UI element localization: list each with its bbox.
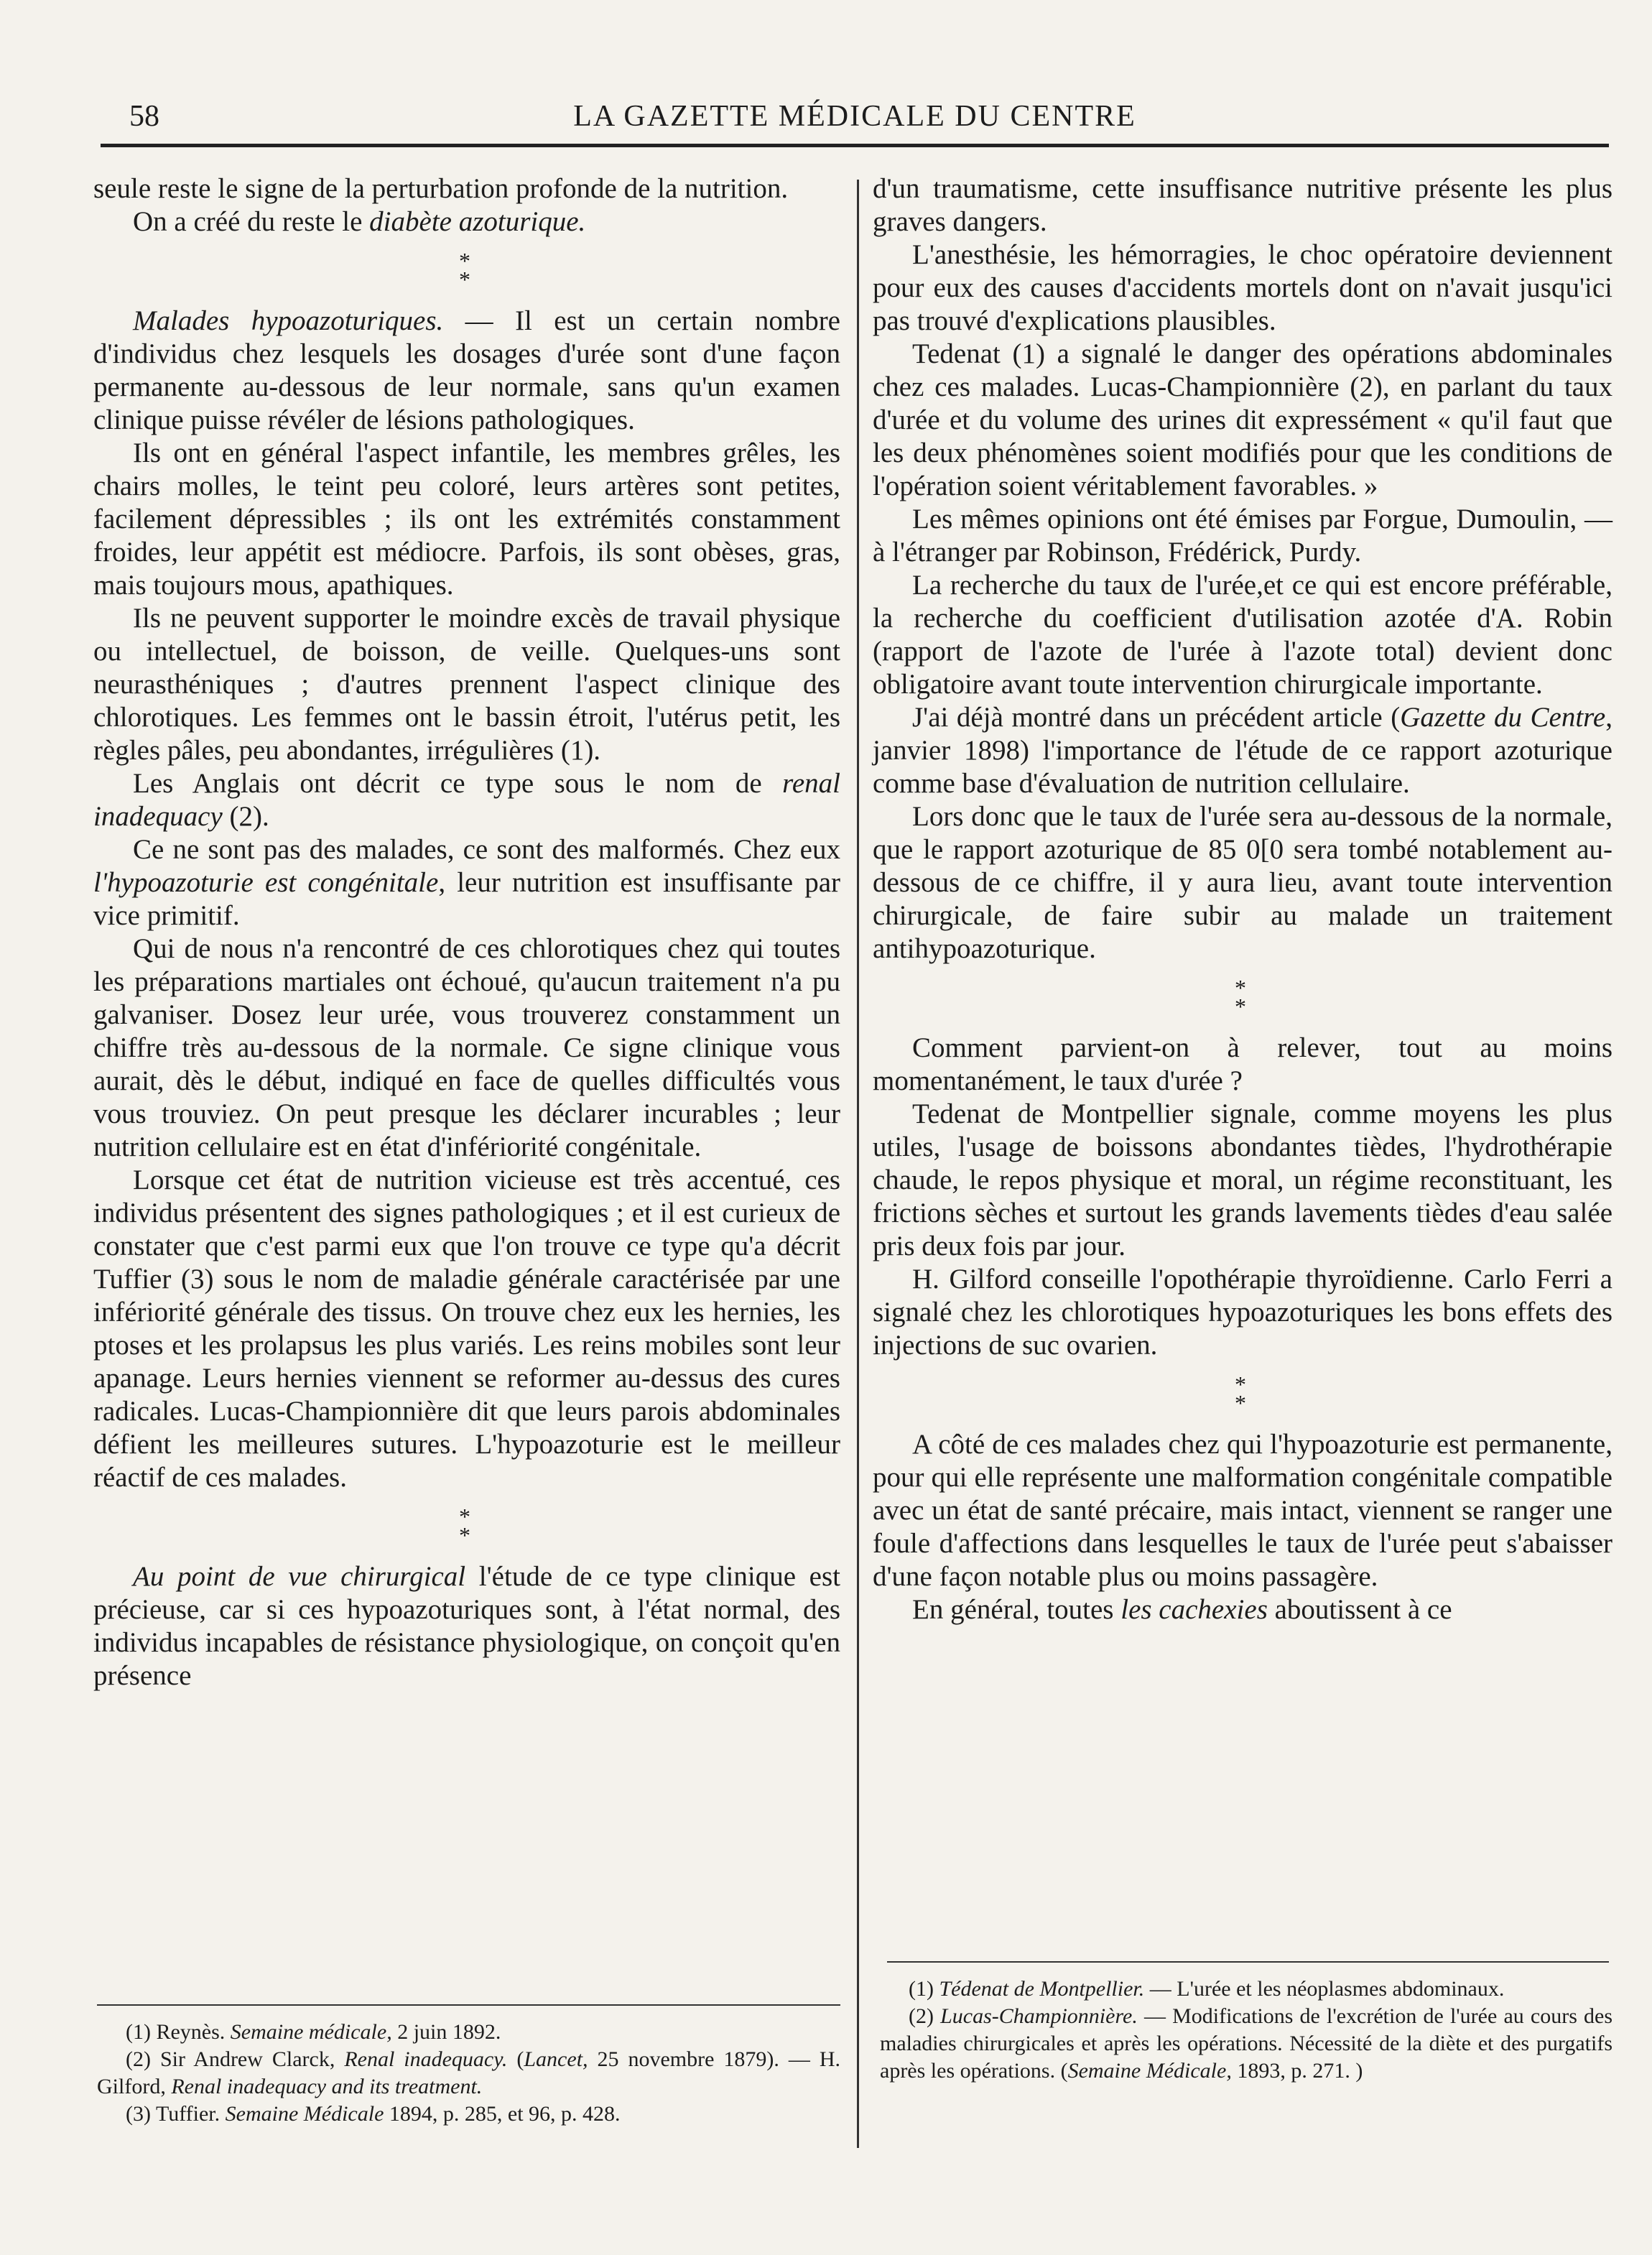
paragraph: Comment parvient-on à relever, tout au moins momentanément, le taux d'urée ?: [873, 1032, 1612, 1096]
section-separator: * *: [1235, 1371, 1250, 1416]
paragraph: d'un traumatisme, cette insuffisance nutritive présente les plus graves dangers.: [873, 173, 1612, 237]
paragraph: Ils ont en général l'aspect infantile, les membres grêles, les chairs molles, le teint peu coloré, leurs artères sont petites, facilement dépressibles ; ils ont les extrémités constamment froides, leur appétit est médiocre. Parfois, ils sont obèses, gras, mais toujours mous, apathiques.: [93, 437, 840, 601]
section-separator: * *: [459, 1504, 475, 1548]
paragraph: Ils ne peuvent supporter le moindre excès de travail physique ou intellectuel, de boisson, de veille. Quelques-uns sont neurasthéniques ; d'autres prennent l'aspect clinique des chlorotiques. Les femmes ont le bassin étroit, l'utérus petit, les règles pâles, peu abondantes, irrégulières (1).: [93, 603, 840, 766]
paragraph: Les Anglais ont décrit ce type sous le nom de renal inadequacy (2).: [93, 768, 840, 832]
header-rule: [101, 144, 1609, 147]
paragraph: On a créé du reste le diabète azoturique.: [133, 206, 586, 237]
paragraph: A côté de ces malades chez qui l'hypoazoturie est permanente, pour qui elle représente une malformation congénitale compatible avec un état de santé précaire, mais intact, viennent se ranger une foule d'affections dans lesquelles le taux de l'urée peut s'abaisser d'une façon notable plus ou moins passagère.: [873, 1429, 1612, 1592]
right-column: [873, 172, 1612, 1626]
paragraph: Tedenat (1) a signalé le danger des opérations abdominales chez ces malades. Lucas-Championnière (2), en parlant du taux d'urée et du volume des urines dit expressément « qu'il faut que les deux phénomènes soient modifiés pour que les conditions de l'opération soient véritablement favorables. »: [873, 338, 1612, 501]
footnote: (2) Lucas-Championnière. — Modifications de l'excrétion de l'urée au cours des maladies chirurgicales et après les opérations. Nécessité de la diète et des purgatifs après les opérations. (Semaine Médicale, 1893, p. 271. ): [880, 2004, 1613, 2083]
section-separator: * *: [459, 248, 475, 292]
page-header: [101, 92, 1609, 135]
paragraph: seule reste le signe de la perturbation profonde de la nutrition.: [93, 173, 789, 204]
footnotes-right: [880, 1976, 1612, 2085]
footnote-rule-left: [97, 2004, 840, 2006]
footnote: (3) Tuffier. Semaine Médicale 1894, p. 285, et 96, p. 428.: [126, 2102, 621, 2126]
journal-title: LA GAZETTE MÉDICALE DU CENTRE: [573, 100, 1136, 133]
footnote: (1) Tédenat de Montpellier. — L'urée et les néoplasmes abdominaux.: [909, 1977, 1505, 2001]
paragraph: Ce ne sont pas des malades, ce sont des malformés. Chez eux l'hypoazoturie est congénitale, leur nutrition est insuffisante par vice primitif.: [93, 834, 840, 931]
paragraph: Lors donc que le taux de l'urée sera au-dessous de la normale, que le rapport azoturique de 85 0[0 sera tombé notablement au-dessous de ce chiffre, il y aura lieu, avant toute intervention chirurgicale, de faire subir au malade un traitement antihypoazoturique.: [873, 801, 1612, 964]
column-divider: [857, 180, 859, 2148]
paragraph: Tedenat de Montpellier signale, comme moyens les plus utiles, l'usage de boissons abondantes tièdes, l'hydrothérapie chaude, le repos physique et moral, un régime reconstituant, les frictions sèches et surtout les grands lavements tièdes d'eau salée pris deux fois par jour.: [873, 1098, 1612, 1261]
footnote: (2) Sir Andrew Clarck, Renal inadequacy. (Lancet, 25 novembre 1879). — H. Gilford, Renal inadequacy and its treatment.: [97, 2047, 840, 2098]
left-column: [93, 172, 840, 1693]
paragraph: La recherche du taux de l'urée,et ce qui est encore préférable, la recherche du coefficient d'utilisation azotée d'A. Robin (rapport de l'azote de l'urée à l'azote total) devient donc obligatoire avant toute intervention chirurgicale importante.: [873, 570, 1612, 700]
paragraph: Lorsque cet état de nutrition vicieuse est très accentué, ces individus présentent des signes pathologiques ; et il est curieux de constater que c'est parmi eux que l'on trouve ce type qu'a décrit Tuffier (3) sous le nom de maladie générale caractérisée par une infériorité générale des tissus. On trouve chez eux les hernies, les ptoses et les prolapsus les plus variés. Les reins mobiles sont leur apanage. Leurs hernies viennent se reformer au-dessus des cures radicales. Lucas-Championnière dit que leurs parois abdominales défient les meilleures sutures. L'hypoazoturie est le meilleur réactif de ces malades.: [93, 1164, 840, 1493]
footnote-rule-right: [887, 1961, 1609, 1963]
paragraph: J'ai déjà montré dans un précédent article (Gazette du Centre, janvier 1898) l'importance de l'étude de ce rapport azoturique comme base d'évaluation de nutrition cellulaire.: [873, 702, 1612, 799]
paragraph: Qui de nous n'a rencontré de ces chlorotiques chez qui toutes les préparations martiales ont échoué, qu'aucun traitement n'a pu galvaniser. Dosez leur urée, vous trouverez constamment un chiffre très au-dessous de la normale. Ce signe clinique vous aurait, dès le début, indiqué en face de quelles difficultés vous vous trouviez. On peut presque les déclarer incurables ; leur nutrition cellulaire est en état d'infériorité congénitale.: [93, 933, 840, 1162]
paragraph: Au point de vue chirurgical l'étude de ce type clinique est précieuse, car si ces hypoazoturiques sont, à l'état normal, des individus incapables de résistance physiologique, on conçoit qu'en présence: [93, 1561, 840, 1691]
footnotes-left: [97, 2019, 840, 2128]
section-separator: * *: [1235, 975, 1250, 1019]
page-number: 58: [129, 100, 159, 133]
paragraph: H. Gilford conseille l'opothérapie thyroïdienne. Carlo Ferri a signalé chez les chlorotiques hypoazoturiques les bons effets des injections de suc ovarien.: [873, 1264, 1612, 1361]
footnote: (1) Reynès. Semaine médicale, 2 juin 1892.: [126, 2020, 501, 2044]
paragraph: En général, toutes les cachexies aboutissent à ce: [912, 1594, 1452, 1625]
paragraph: L'anesthésie, les hémorragies, le choc opératoire deviennent pour eux des causes d'accidents mortels dont on n'avait jusqu'ici pas trouvé d'explications plausibles.: [873, 239, 1612, 336]
paragraph: Les mêmes opinions ont été émises par Forgue, Dumoulin, — à l'étranger par Robinson, Frédérick, Purdy.: [873, 504, 1612, 568]
paragraph: Malades hypoazoturiques. — Il est un certain nombre d'individus chez lesquels les dosages d'urée sont d'une façon permanente au-dessous de leur normale, sans qu'un examen clinique puisse révéler de lésions pathologiques.: [93, 305, 840, 435]
